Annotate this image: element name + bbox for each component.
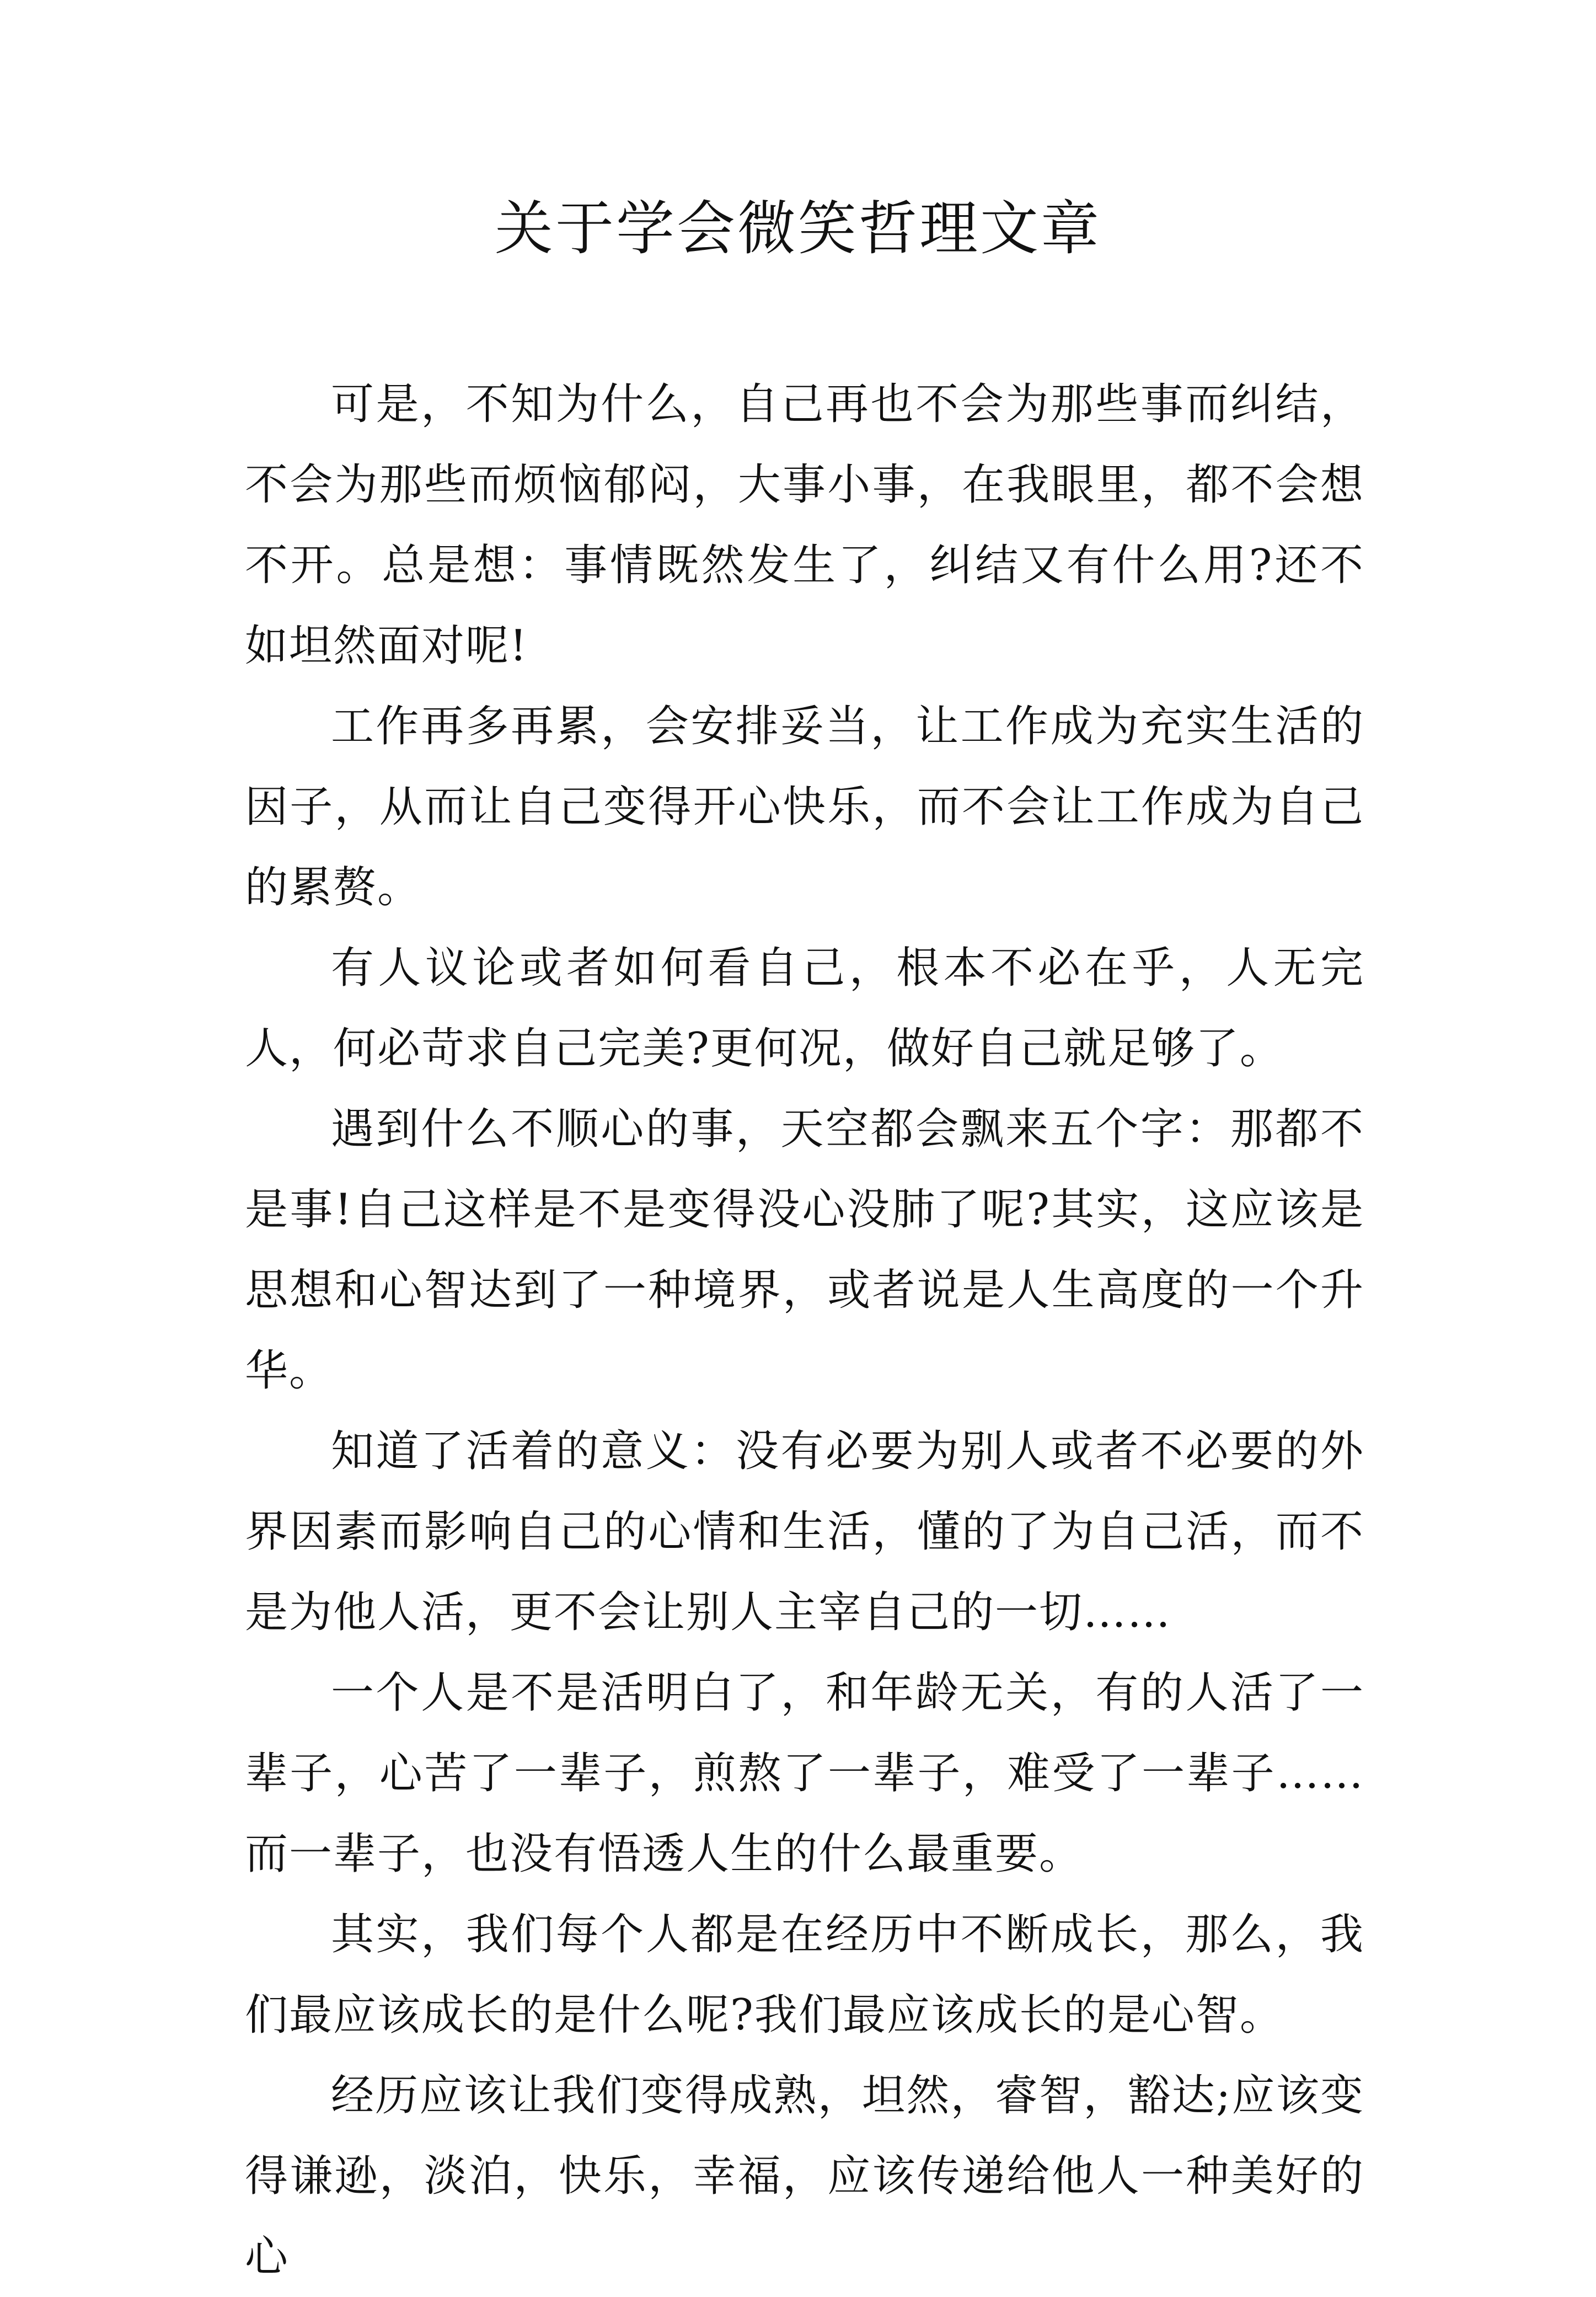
paragraph: 知道了活着的意义：没有必要为别人或者不必要的外界因素而影响自己的心情和生活，懂的了为自己活，而不是为他人活，更不会让别人主宰自己的一切……: [245, 1427, 1364, 1637]
document-title: 关于学会微笑哲理文章: [495, 195, 1101, 263]
paragraph: 其实，我们每个人都是在经历中不断成长，那么，我们最应该成长的是什么呢?我们最应该成长的是心智。: [245, 1910, 1364, 2040]
paragraph: 可是，不知为什么，自己再也不会为那些事而纠结，不会为那些而烦恼郁闷，大事小事，在我眼里，都不会想不开。总是想：事情既然发生了，纠结又有什么用?还不如坦然面对呢!: [245, 380, 1364, 671]
paragraph: 有人议论或者如何看自己，根本不必在乎，人无完人，何必苛求自己完美?更何况，做好自己就足够了。: [245, 943, 1364, 1073]
paragraph: 工作再多再累，会安排妥当，让工作成为充实生活的因子，从而让自己变得开心快乐，而不会让工作成为自己的累赘。: [245, 702, 1364, 912]
paragraph: 遇到什么不顺心的事，天空都会飘来五个字：那都不是事!自己这样是不是变得没心没肺了呢?其实，这应该是思想和心智达到了一种境界，或者说是人生高度的一个升华。: [245, 1104, 1364, 1396]
paragraph: 经历应该让我们变得成熟，坦然，睿智，豁达;应该变得谦逊，淡泊，快乐，幸福，应该传递给他人一种美好的心: [245, 2071, 1364, 2282]
paragraph: 一个人是不是活明白了，和年龄无关，有的人活了一辈子，心苦了一辈子，煎熬了一辈子，难受了一辈子……而一辈子，也没有悟透人生的什么最重要。: [245, 1668, 1364, 1879]
document-body: [245, 364, 1364, 2297]
